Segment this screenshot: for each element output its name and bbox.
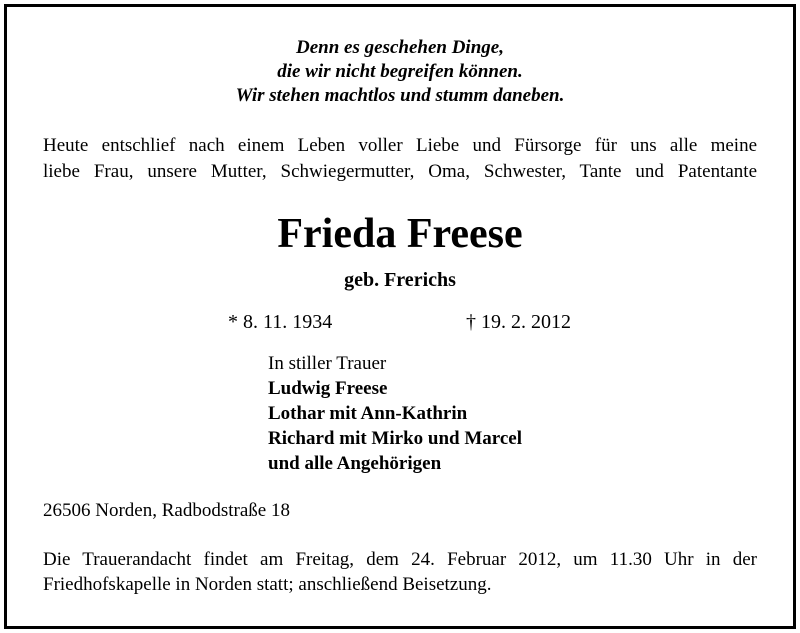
death-date: † 19. 2. 2012 xyxy=(466,311,571,333)
birth-date: * 8. 11. 1934 xyxy=(228,311,333,333)
intro-line-2: liebe Frau, unsere Mutter, Schwiegermutter, Oma, Schwester, Tante und Patentante xyxy=(43,161,757,182)
mourner-name: Lothar mit Ann-Kathrin xyxy=(268,403,468,424)
mourner-name: und alle Angehörigen xyxy=(268,453,442,474)
service-line-1: Die Trauerandacht findet am Freitag, dem 24. Februar 2012, um 11.30 Uhr in der xyxy=(43,549,757,570)
quote-line-1: Denn es geschehen Dinge, xyxy=(296,37,504,58)
maiden-name: geb. Frerichs xyxy=(344,269,456,291)
mourner-name: Ludwig Freese xyxy=(268,378,388,399)
service-line-2: Friedhofskapelle in Norden statt; anschließend Beisetzung. xyxy=(43,574,492,595)
quote-line-3: Wir stehen machtlos und stumm daneben. xyxy=(235,85,565,106)
mourner-name: Richard mit Mirko und Marcel xyxy=(268,428,523,449)
quote-line-2: die wir nicht begreifen können. xyxy=(277,61,523,82)
intro-line-1: Heute entschlief nach einem Leben voller Liebe und Fürsorge für uns alle meine xyxy=(43,135,757,156)
mourners-heading: In stiller Trauer xyxy=(268,353,387,374)
address: 26506 Norden, Radbodstraße 18 xyxy=(43,500,290,521)
deceased-name: Frieda Freese xyxy=(277,211,523,257)
